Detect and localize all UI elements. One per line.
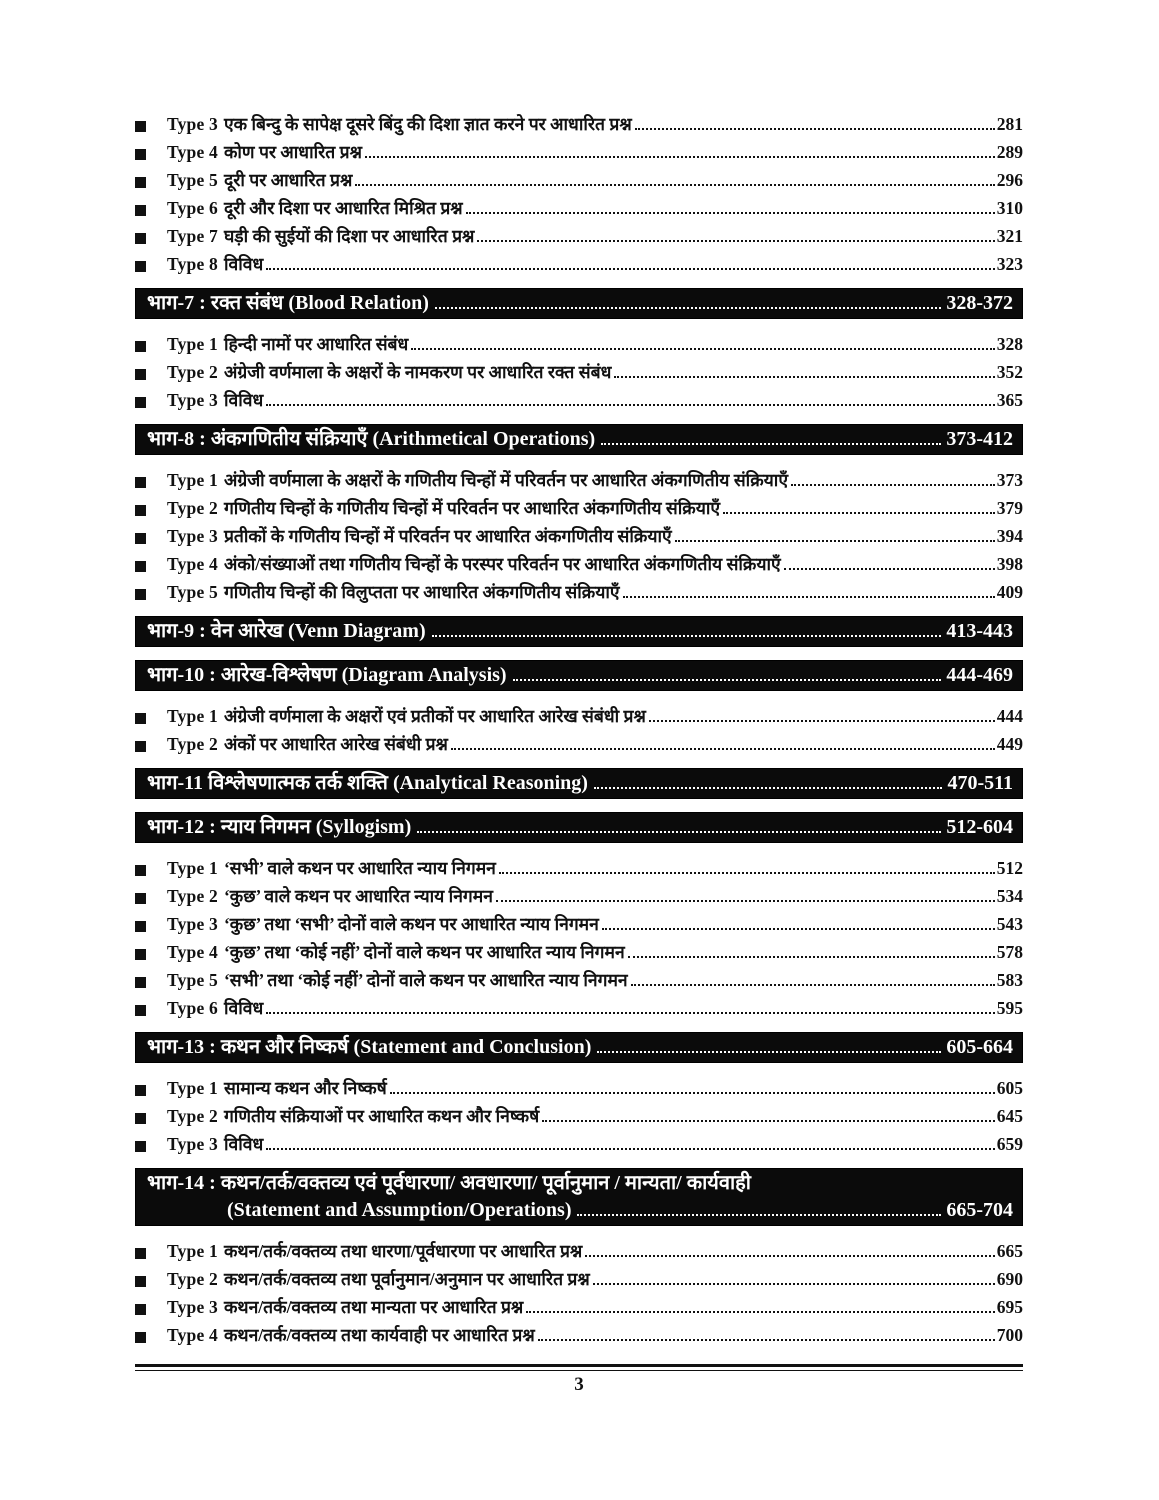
toc-entry-page: 595 <box>996 998 1023 1018</box>
toc-entry-label: कथन/तर्क/वक्तव्य तथा मान्यता पर आधारित प्रश्न <box>223 1297 524 1317</box>
toc-entry-type: Type 2 <box>167 498 218 518</box>
toc-entry-page: 690 <box>996 1269 1023 1289</box>
bullet-square-icon <box>135 205 146 216</box>
dotted-leader <box>593 1280 995 1285</box>
toc-entry-page: 645 <box>996 1106 1023 1126</box>
toc-entry-label: कथन/तर्क/वक्तव्य तथा धारणा/पूर्वधारणा पर आधारित प्रश्न <box>223 1241 583 1261</box>
dotted-leader <box>538 1336 995 1341</box>
bullet-square-icon <box>135 949 146 960</box>
toc-entry <box>135 168 1023 196</box>
toc-entry-page: 321 <box>996 226 1023 246</box>
section-header-line1 <box>147 290 1013 317</box>
page-number: 3 <box>574 1374 584 1395</box>
toc-entry-type: Type 5 <box>167 582 218 602</box>
toc-entry-type: Type 2 <box>167 886 218 906</box>
toc-entry-label: ‘सभी’ तथा ‘कोई नहीं’ दोनों वाले कथन पर आधारित न्याय निगमन <box>223 970 628 990</box>
dotted-leader <box>614 373 994 378</box>
bullet-square-icon <box>135 893 146 904</box>
section-header-line1 <box>147 1170 1013 1197</box>
toc-entry-page: 379 <box>996 498 1023 518</box>
section-title: भाग-14 : कथन/तर्क/वक्तव्य एवं पूर्वधारणा/ अवधारणा/ पूर्वानुमान / मान्यता/ कार्यवाही <box>147 1172 751 1194</box>
dotted-leader <box>435 304 941 309</box>
toc-entry-page: 328 <box>996 334 1023 354</box>
toc-entry <box>135 940 1023 968</box>
toc-entry <box>135 704 1023 732</box>
toc-entry-type: Type 6 <box>167 198 218 218</box>
toc-entry-page: 543 <box>996 914 1023 934</box>
toc-entry-type: Type 3 <box>167 526 218 546</box>
toc-entry-page: 512 <box>996 858 1023 878</box>
section-header-bar <box>135 812 1023 843</box>
bullet-square-icon <box>135 1005 146 1016</box>
toc-entry-type: Type 5 <box>167 970 218 990</box>
toc-entry <box>135 996 1023 1024</box>
bullet-square-icon <box>135 713 146 724</box>
toc-entry-label: कोण पर आधारित प्रश्न <box>223 142 362 162</box>
toc-entry-type: Type 7 <box>167 226 218 246</box>
toc-entry-page: 605 <box>996 1078 1023 1098</box>
toc-entry-label: अंग्रेजी वर्णमाला के अक्षरों के गणितीय चिन्हों में परिवर्तन पर आधारित अंकगणितीय संक्रियाएँ <box>223 470 788 490</box>
toc-entry-type: Type 1 <box>167 858 218 878</box>
toc-entry-page: 695 <box>996 1297 1023 1317</box>
dotted-leader <box>675 537 995 542</box>
toc-entry-label: हिन्दी नामों पर आधारित संबंध <box>223 334 409 354</box>
bullet-square-icon <box>135 533 146 544</box>
toc-entry-type: Type 3 <box>167 1134 218 1154</box>
toc-entry-type: Type 1 <box>167 470 218 490</box>
toc-entry-page: 365 <box>996 390 1023 410</box>
dotted-leader <box>649 717 995 722</box>
toc-entry <box>135 856 1023 884</box>
dotted-leader <box>623 593 995 598</box>
bullet-square-icon <box>135 1304 146 1315</box>
toc-entry-label: दूरी और दिशा पर आधारित मिश्रित प्रश्न <box>223 198 463 218</box>
toc-entry-page: 659 <box>996 1134 1023 1154</box>
toc-entry-type: Type 5 <box>167 170 218 190</box>
toc-entry-type: Type 1 <box>167 1078 218 1098</box>
toc-entry-type: Type 1 <box>167 1241 218 1261</box>
dotted-leader <box>432 632 942 637</box>
toc-entry <box>135 112 1023 140</box>
toc-page <box>135 112 1023 1396</box>
toc-entry-page: 281 <box>996 114 1023 134</box>
bullet-square-icon <box>135 177 146 188</box>
bullet-square-icon <box>135 369 146 380</box>
toc-entry <box>135 524 1023 552</box>
toc-entry <box>135 468 1023 496</box>
section-header-line1 <box>147 814 1013 841</box>
toc-entry-label: गणितीय चिन्हों की विलुप्तता पर आधारित अंकगणितीय संक्रियाएँ <box>223 582 620 602</box>
section-page-range: 444-469 <box>946 664 1013 686</box>
bullet-square-icon <box>135 589 146 600</box>
section-title: भाग-9 : वेन आरेख (Venn Diagram) <box>147 620 426 642</box>
toc-entry-page: 398 <box>996 554 1023 574</box>
toc-entry-page: 444 <box>996 706 1023 726</box>
bullet-square-icon <box>135 741 146 752</box>
toc-entry <box>135 496 1023 524</box>
toc-entry-label: गणितीय संक्रियाओं पर आधारित कथन और निष्कर्ष <box>223 1106 540 1126</box>
toc-entry-label: सामान्य कथन और निष्कर्ष <box>223 1078 387 1098</box>
toc-entry <box>135 912 1023 940</box>
dotted-leader <box>585 1252 994 1257</box>
toc-entry-page: 449 <box>996 734 1023 754</box>
dotted-leader <box>723 509 995 514</box>
toc-entry <box>135 1267 1023 1295</box>
toc-entry-page: 700 <box>996 1325 1023 1345</box>
toc-entry <box>135 552 1023 580</box>
bullet-square-icon <box>135 233 146 244</box>
toc-entry <box>135 1239 1023 1267</box>
dotted-leader <box>355 181 994 186</box>
dotted-leader <box>266 401 995 406</box>
toc-entry-page: 296 <box>996 170 1023 190</box>
toc-entry-type: Type 2 <box>167 362 218 382</box>
section-header-line2 <box>147 1197 1013 1224</box>
toc-entry-type: Type 3 <box>167 1297 218 1317</box>
bullet-square-icon <box>135 921 146 932</box>
dotted-leader <box>602 925 995 930</box>
toc-entry-label: विविध <box>223 1134 264 1154</box>
toc-entry <box>135 224 1023 252</box>
table-of-contents <box>135 112 1023 1351</box>
bullet-square-icon <box>135 477 146 488</box>
toc-entry-label: अंग्रेजी वर्णमाला के अक्षरों एवं प्रतीकों पर आधारित आरेख संबंधी प्रश्न <box>223 706 646 726</box>
toc-entry-label: अंको/संख्याओं तथा गणितीय चिन्हों के परस्पर परिवर्तन पर आधारित अंकगणितीय संक्रियाएँ <box>223 554 781 574</box>
toc-entry-label: अंग्रेजी वर्णमाला के अक्षरों के नामकरण पर आधारित रक्त संबंध <box>223 362 612 382</box>
section-header-line1 <box>147 770 1013 797</box>
bullet-square-icon <box>135 1248 146 1259</box>
toc-entry-type: Type 1 <box>167 706 218 726</box>
dotted-leader <box>499 869 995 874</box>
dotted-leader <box>784 565 995 570</box>
bullet-square-icon <box>135 397 146 408</box>
footer-rule <box>135 1364 1023 1371</box>
bullet-square-icon <box>135 341 146 352</box>
toc-entry-label: ‘कुछ’ वाले कथन पर आधारित न्याय निगमन <box>223 886 493 906</box>
section-page-range: 328-372 <box>946 292 1013 314</box>
toc-entry-label: ‘कुछ’ तथा ‘कोई नहीं’ दोनों वाले कथन पर आधारित न्याय निगमन <box>223 942 625 962</box>
toc-entry-page: 310 <box>996 198 1023 218</box>
toc-entry-label: विविध <box>223 998 264 1018</box>
section-page-range: 512-604 <box>946 816 1013 838</box>
toc-entry-type: Type 8 <box>167 254 218 274</box>
dotted-leader <box>451 745 995 750</box>
section-header-line1 <box>147 618 1013 645</box>
toc-entry-page: 665 <box>996 1241 1023 1261</box>
section-title-line2: (Statement and Assumption/Operations) <box>227 1199 572 1221</box>
toc-entry-page: 534 <box>996 886 1023 906</box>
dotted-leader <box>526 1308 994 1313</box>
toc-entry-type: Type 4 <box>167 142 218 162</box>
section-header-bar <box>135 660 1023 691</box>
toc-entry-type: Type 4 <box>167 942 218 962</box>
dotted-leader <box>594 784 942 789</box>
bullet-square-icon <box>135 1113 146 1124</box>
section-title: भाग-13 : कथन और निष्कर्ष (Statement and Conclusion) <box>147 1036 592 1058</box>
toc-entry-page: 578 <box>996 942 1023 962</box>
toc-entry-label: दूरी पर आधारित प्रश्न <box>223 170 353 190</box>
toc-entry <box>135 252 1023 280</box>
toc-entry <box>135 1076 1023 1104</box>
toc-entry-type: Type 2 <box>167 1269 218 1289</box>
bullet-square-icon <box>135 1141 146 1152</box>
dotted-leader <box>577 1211 941 1216</box>
dotted-leader <box>390 1089 995 1094</box>
toc-entry <box>135 884 1023 912</box>
section-title: भाग-7 : रक्त संबंध (Blood Relation) <box>147 292 429 314</box>
toc-entry-label: ‘कुछ’ तथा ‘सभी’ दोनों वाले कथन पर आधारित न्याय निगमन <box>223 914 599 934</box>
toc-entry <box>135 1295 1023 1323</box>
bullet-square-icon <box>135 505 146 516</box>
section-page-range: 605-664 <box>946 1036 1013 1058</box>
section-header-bar <box>135 424 1023 455</box>
toc-entry-label: गणितीय चिन्हों के गणितीय चिन्हों में परिवर्तन पर आधारित अंकगणितीय संक्रियाएँ <box>223 498 721 518</box>
dotted-leader <box>266 265 995 270</box>
toc-entry <box>135 360 1023 388</box>
section-title: भाग-8 : अंकगणितीय संक्रियाएँ (Arithmetical Operations) <box>147 428 596 450</box>
toc-entry <box>135 388 1023 416</box>
toc-entry-type: Type 4 <box>167 554 218 574</box>
toc-entry-label: प्रतीकों के गणितीय चिन्हों में परिवर्तन पर आधारित अंकगणितीय संक्रियाएँ <box>223 526 672 546</box>
bullet-square-icon <box>135 865 146 876</box>
toc-entry-page: 409 <box>996 582 1023 602</box>
dotted-leader <box>628 953 995 958</box>
dotted-leader <box>266 1145 995 1150</box>
toc-entry <box>135 140 1023 168</box>
section-title: भाग-12 : न्याय निगमन (Syllogism) <box>147 816 412 838</box>
bullet-square-icon <box>135 261 146 272</box>
dotted-leader <box>635 125 995 130</box>
toc-entry-page: 289 <box>996 142 1023 162</box>
bullet-square-icon <box>135 121 146 132</box>
bullet-square-icon <box>135 977 146 988</box>
toc-entry <box>135 1132 1023 1160</box>
toc-entry-type: Type 2 <box>167 734 218 754</box>
section-page-range: 470-511 <box>947 772 1013 794</box>
toc-entry-type: Type 6 <box>167 998 218 1018</box>
toc-entry-label: एक बिन्दु के सापेक्ष दूसरे बिंदु की दिशा ज्ञात करने पर आधारित प्रश्न <box>223 114 632 134</box>
toc-entry-label: कथन/तर्क/वक्तव्य तथा पूर्वानुमान/अनुमान पर आधारित प्रश्न <box>223 1269 590 1289</box>
toc-entry-label: घड़ी की सुईयों की दिशा पर आधारित प्रश्न <box>223 226 475 246</box>
section-title: भाग-10 : आरेख-विश्लेषण (Diagram Analysis) <box>147 664 507 686</box>
dotted-leader <box>266 1009 995 1014</box>
toc-entry-type: Type 4 <box>167 1325 218 1345</box>
section-header-bar <box>135 768 1023 799</box>
section-page-range: 373-412 <box>946 428 1013 450</box>
bullet-square-icon <box>135 1332 146 1343</box>
dotted-leader <box>466 209 995 214</box>
section-header-bar <box>135 1032 1023 1063</box>
toc-entry-label: विविध <box>223 390 264 410</box>
dotted-leader <box>542 1117 995 1122</box>
toc-entry-type: Type 3 <box>167 114 218 134</box>
toc-entry <box>135 1323 1023 1351</box>
dotted-leader <box>411 345 994 350</box>
section-page-range: 665-704 <box>946 1199 1013 1221</box>
toc-entry-type: Type 3 <box>167 914 218 934</box>
toc-entry-page: 352 <box>996 362 1023 382</box>
toc-entry <box>135 332 1023 360</box>
toc-entry-type: Type 1 <box>167 334 218 354</box>
dotted-leader <box>496 897 995 902</box>
toc-entry-type: Type 2 <box>167 1106 218 1126</box>
toc-entry <box>135 1104 1023 1132</box>
dotted-leader <box>477 237 994 242</box>
dotted-leader <box>791 481 995 486</box>
dotted-leader <box>631 981 995 986</box>
section-header-line1 <box>147 426 1013 453</box>
dotted-leader <box>597 1048 941 1053</box>
bullet-square-icon <box>135 1085 146 1096</box>
bullet-square-icon <box>135 561 146 572</box>
toc-entry <box>135 196 1023 224</box>
dotted-leader <box>365 153 995 158</box>
section-header-bar <box>135 616 1023 647</box>
bullet-square-icon <box>135 1276 146 1287</box>
toc-entry-label: अंकों पर आधारित आरेख संबंधी प्रश्न <box>223 734 448 754</box>
section-header-bar <box>135 288 1023 319</box>
section-header-line1 <box>147 662 1013 689</box>
toc-entry-page: 394 <box>996 526 1023 546</box>
toc-entry <box>135 580 1023 608</box>
toc-entry-label: ‘सभी’ वाले कथन पर आधारित न्याय निगमन <box>223 858 496 878</box>
dotted-leader <box>513 676 942 681</box>
toc-entry-label: कथन/तर्क/वक्तव्य तथा कार्यवाही पर आधारित प्रश्न <box>223 1325 535 1345</box>
toc-entry-type: Type 3 <box>167 390 218 410</box>
toc-entry-page: 583 <box>996 970 1023 990</box>
section-title: भाग-11 विश्लेषणात्मक तर्क शक्ति (Analytical Reasoning) <box>147 772 588 794</box>
dotted-leader <box>601 440 941 445</box>
dotted-leader <box>417 828 941 833</box>
toc-entry <box>135 968 1023 996</box>
toc-entry-page: 373 <box>996 470 1023 490</box>
section-header-line1 <box>147 1034 1013 1061</box>
toc-entry-page: 323 <box>996 254 1023 274</box>
bullet-square-icon <box>135 149 146 160</box>
section-page-range: 413-443 <box>946 620 1013 642</box>
section-header-bar <box>135 1168 1023 1226</box>
toc-entry <box>135 732 1023 760</box>
toc-entry-label: विविध <box>223 254 264 274</box>
